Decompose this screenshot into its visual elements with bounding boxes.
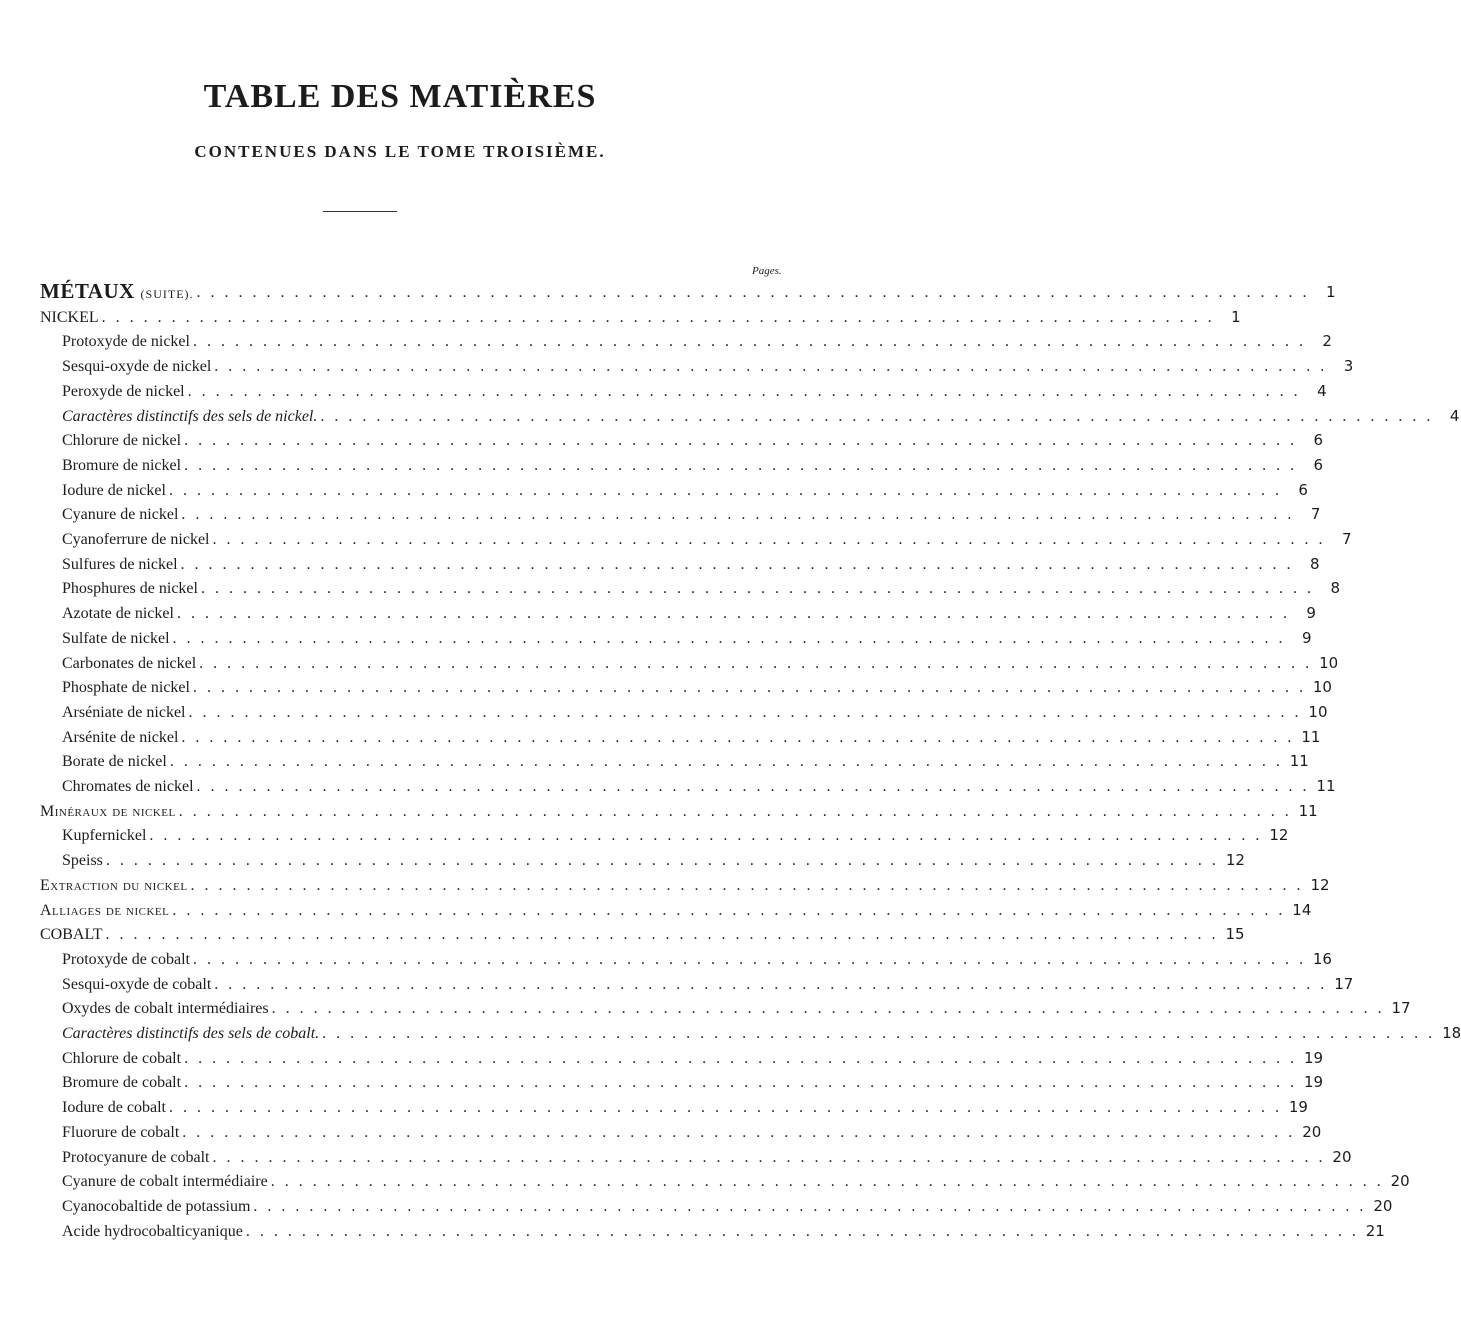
entry-label: Kupfernickel bbox=[62, 827, 147, 845]
toc-entry bbox=[62, 972, 1354, 997]
entry-label: Protoxyde de nickel bbox=[62, 333, 190, 351]
entry-label: Peroxyde de nickel bbox=[62, 382, 185, 400]
leader-dots: . . . . . . . . . . . . . . . . . . . . . . . . . . . . . . . . . . . . . . . . . . . . . . . . . . . . . . . . . . . . . . . . . . . . . . . . . . . . . . . . bbox=[105, 926, 1219, 944]
leader-dots: . . . . . . . . . . . . . . . . . . . . . . . . . . . . . . . . . . . . . . . . . . . . . . . . . . . . . . . . . . . . . . . . . . . . . . . . . . . . . . . . bbox=[212, 531, 1326, 548]
leader-dots: . . . . . . . . . . . . . . . . . . . . . . . . . . . . . . . . . . . . . . . . . . . . . . . . . . . . . . . . . . . . . . . . . . . . . . . . . . . . . . . . bbox=[168, 1099, 1282, 1117]
toc-entry bbox=[62, 1194, 1393, 1219]
entry-label: Speiss bbox=[62, 852, 103, 870]
toc-entry bbox=[40, 278, 1336, 305]
title-rule bbox=[323, 211, 397, 212]
entry-page: 6 bbox=[1298, 480, 1308, 499]
toc-entry bbox=[62, 1120, 1322, 1145]
entry-label: Minéraux de nickel bbox=[40, 802, 176, 820]
entry-page: 3 bbox=[1343, 357, 1354, 376]
leader-dots: . . . . . . . . . . . . . . . . . . . . . . . . . . . . . . . . . . . . . . . . . . . . . . . . . . . . . . . . . . . . . . . . . . . . . . . . . . . . . . . . bbox=[184, 1049, 1298, 1067]
leader-dots: . . . . . . . . . . . . . . . . . . . . . . . . . . . . . . . . . . . . . . . . . . . . . . . . . . . . . . . . . . . . . . . . . . . . . . . . . . . . . . . . bbox=[192, 679, 1306, 697]
pages-column-label: Pages. bbox=[752, 265, 782, 277]
entry-page: 12 bbox=[1269, 826, 1289, 845]
toc-entry bbox=[62, 478, 1308, 503]
leader-dots: . . . . . . . . . . . . . . . . . . . . . . . . . . . . . . . . . . . . . . . . . . . . . . . . . . . . . . . . . . . . . . . . . . . . . . . . . . . . . . . . bbox=[172, 629, 1286, 647]
entry-label: Sesqui-oxyde de nickel bbox=[62, 358, 212, 376]
entry-label: Protocyanure de cobalt bbox=[62, 1148, 210, 1166]
leader-dots: . . . . . . . . . . . . . . . . . . . . . . . . . . . . . . . . . . . . . . . . . . . . . . . . . . . . . . . . . . . . . . . . . . . . . . . . . . . . . . . . bbox=[105, 852, 1219, 870]
leader-dots: . . . . . . . . . . . . . . . . . . . . . . . . . . . . . . . . . . . . . . . . . . . . . . . . . . . . . . . . . . . . . . . . . . . . . . . . . . . . . . . . bbox=[322, 1025, 1436, 1042]
entry-label: Cyanoferrure de nickel bbox=[62, 531, 210, 548]
entry-page: 20 bbox=[1390, 1172, 1410, 1191]
entry-label: Iodure de cobalt bbox=[62, 1099, 166, 1117]
leader-dots: . . . . . . . . . . . . . . . . . . . . . . . . . . . . . . . . . . . . . . . . . . . . . . . . . . . . . . . . . . . . . . . . . . . . . . . . . . . . . . . . bbox=[182, 1123, 1296, 1141]
leader-dots: . . . . . . . . . . . . . . . . . . . . . . . . . . . . . . . . . . . . . . . . . . . . . . . . . . . . . . . . . . . . . . . . . . . . . . . . . . . . . . . . bbox=[101, 308, 1215, 326]
leader-dots: . . . . . . . . . . . . . . . . . . . . . . . . . . . . . . . . . . . . . . . . . . . . . . . . . . . . . . . . . . . . . . . . . . . . . . . . . . . . . . . . bbox=[196, 778, 1310, 795]
toc-entry bbox=[62, 527, 1352, 552]
entry-page: 20 bbox=[1332, 1147, 1352, 1166]
toc-entry bbox=[62, 453, 1324, 478]
entry-label: MÉTAUX bbox=[40, 278, 135, 303]
toc-entry bbox=[40, 305, 1241, 330]
toc-entry bbox=[62, 428, 1324, 453]
leader-dots: . . . . . . . . . . . . . . . . . . . . . . . . . . . . . . . . . . . . . . . . . . . . . . . . . . . . . . . . . . . . . . . . . . . . . . . . . . . . . . . . bbox=[184, 456, 1298, 474]
leader-dots: . . . . . . . . . . . . . . . . . . . . . . . . . . . . . . . . . . . . . . . . . . . . . . . . . . . . . . . . . . . . . . . . . . . . . . . . . . . . . . . . bbox=[180, 555, 1294, 573]
leader-dots: . . . . . . . . . . . . . . . . . . . . . . . . . . . . . . . . . . . . . . . . . . . . . . . . . . . . . . . . . . . . . . . . . . . . . . . . . . . . . . . . bbox=[172, 901, 1286, 919]
leader-dots: . . . . . . . . . . . . . . . . . . . . . . . . . . . . . . . . . . . . . . . . . . . . . . . . . . . . . . . . . . . . . . . . . . . . . . . . . . . . . . . . bbox=[271, 1000, 1385, 1018]
entry-page: 11 bbox=[1298, 801, 1318, 820]
toc-entry bbox=[40, 799, 1318, 824]
entry-label: Iodure de nickel bbox=[62, 481, 166, 499]
entry-suffix: (SUITE). bbox=[140, 286, 194, 301]
leader-dots: . . . . . . . . . . . . . . . . . . . . . . . . . . . . . . . . . . . . . . . . . . . . . . . . . . . . . . . . . . . . . . . . . . . . . . . . . . . . . . . . bbox=[253, 1197, 1367, 1215]
page-subtitle: CONTENUES DANS LE TOME TROISIÈME. bbox=[194, 142, 606, 161]
entry-label: Phosphate de nickel bbox=[62, 679, 190, 697]
leader-dots: . . . . . . . . . . . . . . . . . . . . . . . . . . . . . . . . . . . . . . . . . . . . . . . . . . . . . . . . . . . . . . . . . . . . . . . . . . . . . . . . bbox=[200, 580, 1314, 598]
toc-entry bbox=[62, 823, 1289, 848]
entry-label: Bromure de cobalt bbox=[62, 1074, 182, 1092]
entry-label: Extraction du nickel bbox=[40, 876, 188, 894]
toc-entry bbox=[62, 329, 1332, 354]
toc-entry bbox=[40, 898, 1312, 923]
entry-page: 11 bbox=[1289, 752, 1309, 771]
leader-dots: . . . . . . . . . . . . . . . . . . . . . . . . . . . . . . . . . . . . . . . . . . . . . . . . . . . . . . . . . . . . . . . . . . . . . . . . . . . . . . . . bbox=[181, 506, 1295, 524]
entry-label: COBALT bbox=[40, 926, 103, 944]
entry-label: Cyanure de cobalt intermédiaire bbox=[62, 1173, 268, 1191]
toc-entry bbox=[62, 774, 1336, 799]
entry-page: 10 bbox=[1308, 702, 1328, 721]
leader-dots: . . . . . . . . . . . . . . . . . . . . . . . . . . . . . . . . . . . . . . . . . . . . . . . . . . . . . . . . . . . . . . . . . . . . . . . . . . . . . . . . bbox=[245, 1222, 1359, 1240]
entry-label: Sesqui-oxyde de cobalt bbox=[62, 975, 212, 993]
toc-entry bbox=[62, 700, 1328, 725]
entry-label: Caractères distinctifs des sels de cobalt. bbox=[62, 1025, 320, 1042]
entry-page: 19 bbox=[1303, 1073, 1324, 1092]
entry-page: 2 bbox=[1322, 332, 1332, 351]
entry-page: 12 bbox=[1310, 875, 1330, 894]
entry-page: 19 bbox=[1288, 1098, 1308, 1117]
toc-entry bbox=[62, 502, 1321, 527]
toc-entry bbox=[62, 576, 1340, 601]
entry-label: Alliages de nickel bbox=[40, 901, 170, 919]
leader-dots: . . . . . . . . . . . . . . . . . . . . . . . . . . . . . . . . . . . . . . . . . . . . . . . . . . . . . . . . . . . . . . . . . . . . . . . . . . . . . . . . bbox=[320, 407, 1434, 425]
leader-dots: . . . . . . . . . . . . . . . . . . . . . . . . . . . . . . . . . . . . . . . . . . . . . . . . . . . . . . . . . . . . . . . . . . . . . . . . . . . . . . . . bbox=[168, 481, 1282, 499]
entry-page: 19 bbox=[1303, 1048, 1324, 1067]
entry-label: Protoxyde de cobalt bbox=[62, 950, 190, 968]
toc-entry bbox=[62, 626, 1312, 651]
toc-entry bbox=[62, 848, 1245, 873]
leader-dots: . . . . . . . . . . . . . . . . . . . . . . . . . . . . . . . . . . . . . . . . . . . . . . . . . . . . . . . . . . . . . . . . . . . . . . . . . . . . . . . . bbox=[184, 1074, 1298, 1092]
toc-entry bbox=[62, 651, 1339, 676]
toc-entry bbox=[62, 601, 1316, 626]
entry-page: 4 bbox=[1449, 406, 1460, 425]
entry-page: 9 bbox=[1301, 628, 1312, 647]
entry-page: 18 bbox=[1442, 1024, 1461, 1042]
leader-dots: . . . . . . . . . . . . . . . . . . . . . . . . . . . . . . . . . . . . . . . . . . . . . . . . . . . . . . . . . . . . . . . . . . . . . . . . . . . . . . . . bbox=[184, 432, 1298, 450]
entry-page: 10 bbox=[1319, 653, 1339, 672]
entry-page: 17 bbox=[1334, 974, 1354, 993]
entry-page: 16 bbox=[1312, 949, 1332, 968]
entry-page: 15 bbox=[1225, 925, 1245, 944]
toc-entry bbox=[40, 873, 1330, 898]
entry-page: 20 bbox=[1302, 1122, 1322, 1141]
toc-entry bbox=[62, 404, 1460, 429]
toc-entry bbox=[62, 1046, 1324, 1071]
entry-label: Sulfate de nickel bbox=[62, 629, 170, 647]
toc-entry bbox=[62, 1169, 1410, 1194]
entry-page: 11 bbox=[1316, 777, 1336, 795]
leader-dots: . . . . . . . . . . . . . . . . . . . . . . . . . . . . . . . . . . . . . . . . . . . . . . . . . . . . . . . . . . . . . . . . . . . . . . . . . . . . . . . . bbox=[181, 728, 1295, 746]
toc-entry bbox=[62, 552, 1320, 577]
entry-label: Cyanocobaltide de potassium bbox=[62, 1197, 251, 1215]
entry-label: Chlorure de nickel bbox=[62, 432, 182, 450]
entry-label: Acide hydrocobalticyanique bbox=[62, 1222, 243, 1240]
entry-label: Carbonates de nickel bbox=[62, 654, 197, 672]
toc-entry bbox=[62, 1070, 1324, 1095]
entry-page: 1 bbox=[1231, 307, 1241, 326]
entry-page: 8 bbox=[1330, 579, 1340, 598]
entry-label: Arsénite de nickel bbox=[62, 728, 179, 746]
entry-label: Borate de nickel bbox=[62, 753, 167, 771]
toc-entry bbox=[62, 354, 1354, 379]
leader-dots: . . . . . . . . . . . . . . . . . . . . . . . . . . . . . . . . . . . . . . . . . . . . . . . . . . . . . . . . . . . . . . . . . . . . . . . . . . . . . . . . bbox=[214, 358, 1328, 376]
entry-page: 4 bbox=[1317, 381, 1327, 400]
entry-label: Oxydes de cobalt intermédiaires bbox=[62, 1000, 269, 1018]
toc-entry bbox=[62, 996, 1411, 1021]
entry-label: Chromates de nickel bbox=[62, 778, 194, 795]
entry-page: 17 bbox=[1391, 999, 1411, 1018]
entry-label: Caractères distinctifs des sels de nickel. bbox=[62, 407, 318, 425]
entry-page: 10 bbox=[1312, 678, 1332, 697]
leader-dots: . . . . . . . . . . . . . . . . . . . . . . . . . . . . . . . . . . . . . . . . . . . . . . . . . . . . . . . . . . . . . . . . . . . . . . . . . . . . . . . . bbox=[176, 605, 1290, 623]
entry-label: Arséniate de nickel bbox=[62, 703, 186, 721]
entry-page: 1 bbox=[1325, 283, 1336, 301]
leader-dots: . . . . . . . . . . . . . . . . . . . . . . . . . . . . . . . . . . . . . . . . . . . . . . . . . . . . . . . . . . . . . . . . . . . . . . . . . . . . . . . . bbox=[270, 1173, 1384, 1191]
leader-dots: . . . . . . . . . . . . . . . . . . . . . . . . . . . . . . . . . . . . . . . . . . . . . . . . . . . . . . . . . . . . . . . . . . . . . . . . . . . . . . . . bbox=[196, 284, 1310, 301]
entry-label: Chlorure de cobalt bbox=[62, 1049, 182, 1067]
entry-page: 11 bbox=[1301, 727, 1321, 746]
entry-page: 12 bbox=[1225, 851, 1245, 870]
entry-page: 14 bbox=[1292, 900, 1312, 919]
leader-dots: . . . . . . . . . . . . . . . . . . . . . . . . . . . . . . . . . . . . . . . . . . . . . . . . . . . . . . . . . . . . . . . . . . . . . . . . . . . . . . . . bbox=[199, 654, 1313, 672]
toc-entry bbox=[62, 725, 1321, 750]
leader-dots: . . . . . . . . . . . . . . . . . . . . . . . . . . . . . . . . . . . . . . . . . . . . . . . . . . . . . . . . . . . . . . . . . . . . . . . . . . . . . . . . bbox=[190, 876, 1304, 894]
toc-entry bbox=[62, 1145, 1352, 1170]
leader-dots: . . . . . . . . . . . . . . . . . . . . . . . . . . . . . . . . . . . . . . . . . . . . . . . . . . . . . . . . . . . . . . . . . . . . . . . . . . . . . . . . bbox=[169, 753, 1283, 771]
entry-label: Azotate de nickel bbox=[62, 605, 174, 623]
toc-entry bbox=[40, 922, 1245, 947]
entry-page: 20 bbox=[1373, 1196, 1393, 1215]
toc-entry bbox=[62, 1021, 1461, 1046]
leader-dots: . . . . . . . . . . . . . . . . . . . . . . . . . . . . . . . . . . . . . . . . . . . . . . . . . . . . . . . . . . . . . . . . . . . . . . . . . . . . . . . . bbox=[214, 975, 1328, 993]
entry-label: Sulfures de nickel bbox=[62, 555, 178, 573]
entry-label: Phosphures de nickel bbox=[62, 580, 198, 598]
toc-entry bbox=[62, 749, 1309, 774]
entry-page: 7 bbox=[1341, 530, 1352, 548]
entry-label: NICKEL bbox=[40, 308, 99, 326]
entry-label: Cyanure de nickel bbox=[62, 506, 179, 524]
entry-label: Fluorure de cobalt bbox=[62, 1123, 180, 1141]
entry-page: 6 bbox=[1313, 431, 1324, 450]
leader-dots: . . . . . . . . . . . . . . . . . . . . . . . . . . . . . . . . . . . . . . . . . . . . . . . . . . . . . . . . . . . . . . . . . . . . . . . . . . . . . . . . bbox=[187, 382, 1301, 400]
leader-dots: . . . . . . . . . . . . . . . . . . . . . . . . . . . . . . . . . . . . . . . . . . . . . . . . . . . . . . . . . . . . . . . . . . . . . . . . . . . . . . . . bbox=[212, 1148, 1326, 1166]
leader-dots: . . . . . . . . . . . . . . . . . . . . . . . . . . . . . . . . . . . . . . . . . . . . . . . . . . . . . . . . . . . . . . . . . . . . . . . . . . . . . . . . bbox=[178, 802, 1292, 820]
leader-dots: . . . . . . . . . . . . . . . . . . . . . . . . . . . . . . . . . . . . . . . . . . . . . . . . . . . . . . . . . . . . . . . . . . . . . . . . . . . . . . . . bbox=[192, 950, 1306, 968]
entry-page: 21 bbox=[1365, 1221, 1385, 1240]
toc-entry bbox=[62, 675, 1332, 700]
toc-entry bbox=[62, 947, 1332, 972]
entry-label: Bromure de nickel bbox=[62, 456, 182, 474]
toc-entry bbox=[62, 1095, 1308, 1120]
toc-entry bbox=[62, 379, 1327, 404]
leader-dots: . . . . . . . . . . . . . . . . . . . . . . . . . . . . . . . . . . . . . . . . . . . . . . . . . . . . . . . . . . . . . . . . . . . . . . . . . . . . . . . . bbox=[188, 703, 1302, 721]
entry-page: 9 bbox=[1306, 604, 1316, 623]
entry-page: 7 bbox=[1310, 505, 1321, 524]
leader-dots: . . . . . . . . . . . . . . . . . . . . . . . . . . . . . . . . . . . . . . . . . . . . . . . . . . . . . . . . . . . . . . . . . . . . . . . . . . . . . . . . bbox=[192, 333, 1306, 351]
toc-entry bbox=[62, 1219, 1385, 1244]
entry-page: 8 bbox=[1309, 554, 1320, 573]
leader-dots: . . . . . . . . . . . . . . . . . . . . . . . . . . . . . . . . . . . . . . . . . . . . . . . . . . . . . . . . . . . . . . . . . . . . . . . . . . . . . . . . bbox=[149, 827, 1263, 845]
entry-page: 6 bbox=[1313, 455, 1324, 474]
page-title: TABLE DES MATIÈRES bbox=[203, 78, 597, 115]
